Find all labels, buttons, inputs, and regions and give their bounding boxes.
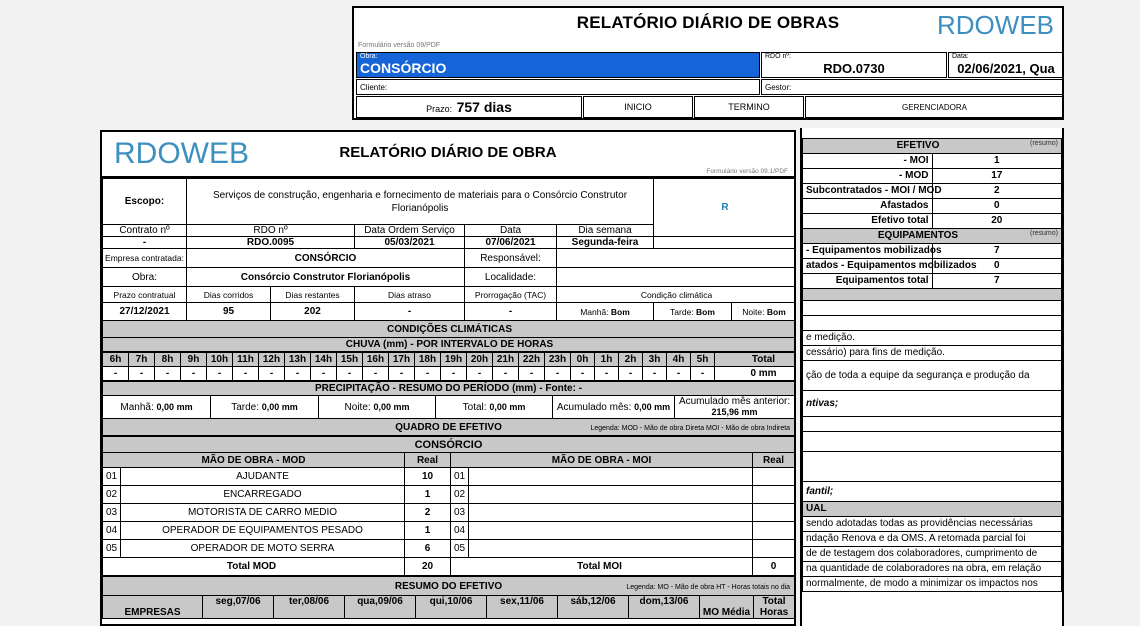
back-doc-rdo-field [761,52,947,78]
dia-semana-value: Segunda-feira [557,237,654,249]
clipped-line [803,416,1062,431]
hour-value: - [155,367,181,381]
table-row [803,243,1062,258]
moi-row-real [753,486,795,504]
resumo-total-horas-label: Total Horas [754,596,795,619]
back-doc-rdo-value: RDO.0730 [823,61,885,76]
obra-value: Consórcio Construtor Florianópolis [187,268,465,287]
back-doc-inicio-field: INICIO [583,96,693,118]
hour-label: 7h [129,353,155,367]
paragraph-line: sendo adotadas todas as providências necessárias [803,516,1062,531]
resumo-day: ter,08/06 [274,596,345,619]
resumo-section-row [103,577,795,596]
resumo-efetivo-title: RESUMO DO EFETIVO [394,580,503,592]
back-doc-data-field [948,52,1064,78]
moi-row-name [469,486,753,504]
moi-row-name [469,522,753,540]
prazo-values-row [103,303,797,321]
main-doc-info-table [102,178,796,352]
responsavel-value [557,249,797,268]
main-rdo-document [100,130,796,626]
precip-acum-ant-value: 215,96 mm [711,407,758,417]
mod-row-real: 1 [405,486,451,504]
right-panel-band-row-2 [803,501,1062,516]
moi-row-name [469,468,753,486]
hour-label: 5h [691,353,715,367]
contrato-label: Contrato nº [103,225,187,237]
resumo-efetivo-body [103,577,795,619]
moi-row-index: 04 [451,522,469,540]
table-row [803,183,1062,198]
condicao-tarde-label: Tarde: [670,306,694,317]
precip-acum-mes-label: Acumulado mês: [556,401,632,413]
hour-label: 13h [285,353,311,367]
condicao-manha-label: Manhã: [580,306,609,317]
table-row [803,213,1062,228]
chuva-subtitle: CHUVA (mm) - POR INTERVALO DE HORAS [103,338,797,352]
efetivo-row-value: 20 [932,213,1062,228]
table-row [803,390,1062,416]
labor-table-body [103,437,795,576]
prazo-contratual-value: 27/12/2021 [103,303,187,321]
table-row [803,168,1062,183]
table-row [803,531,1062,546]
back-doc-header [354,8,1062,49]
dias-restantes-label: Dias restantes [271,287,355,303]
back-doc-termino-field: TERMINO [694,96,804,118]
empresa-value: CONSÓRCIO [187,249,465,268]
mod-row-real: 1 [405,522,451,540]
precip-acum-ant-label: Acumulado mês anterior: [678,396,791,407]
table-row [803,258,1062,273]
back-doc-data-label: Data: [952,53,969,60]
efetivo-row-label: Afastados [803,198,933,213]
equipamentos-header-cell [803,228,1062,243]
efetivo-row-label: Subcontratados - MOI / MOD [803,183,933,198]
right-panel-body [803,128,1062,591]
efetivo-row-value: 0 [932,198,1062,213]
hour-value: - [259,367,285,381]
mod-row-name: ENCARREGADO [121,486,405,504]
hour-label: 14h [311,353,337,367]
back-doc-prazo-value: 757 dias [456,99,512,115]
moi-row-real [753,504,795,522]
hours-header-row [103,353,797,367]
table-row [803,451,1062,481]
efetivo-row-label: - MOD [803,168,933,183]
hours-table [102,352,796,381]
equipamentos-row-value: 7 [932,243,1062,258]
table-row [103,522,795,540]
hour-value: - [667,367,691,381]
prazo-contratual-label: Prazo contratual [103,287,187,303]
hour-value: - [181,367,207,381]
table-row [803,360,1062,390]
hour-value: - [103,367,129,381]
table-row [803,153,1062,168]
main-doc-title: RELATÓRIO DIÁRIO DE OBRA [339,144,557,161]
mod-row-index: 03 [103,504,121,522]
precipitation-body [103,382,795,436]
clipped-line: fantil; [803,481,1062,501]
hour-label: 17h [389,353,415,367]
clipped-line: cessário) para fins de medição. [803,345,1062,360]
precip-tarde [211,396,319,419]
equipamentos-row-value: 0 [932,258,1062,273]
moi-row-real [753,522,795,540]
hour-label: 2h [619,353,643,367]
hour-label: 20h [467,353,493,367]
efetivo-row-label: - MOI [803,153,933,168]
hour-label: 12h [259,353,285,367]
labor-totals-row [103,558,795,576]
efetivo-row-label: Efetivo total [803,213,933,228]
equipamentos-header-row [803,228,1062,243]
hour-label: 4h [667,353,691,367]
total-moi-value: 0 [753,558,795,576]
table-row [803,546,1062,561]
prazo-labels-row [103,287,797,303]
dia-semana-label: Dia semana [557,225,654,237]
clipped-line: ção de toda a equipe da segurança e produção da [803,360,1062,390]
clipped-line [803,315,1062,330]
total-mod-value: 20 [405,558,451,576]
hour-label: 0h [571,353,595,367]
hour-value: - [643,367,667,381]
back-doc-brand-logo: RDOWEB [937,10,1054,40]
resumo-efetivo-header [103,577,795,596]
resumo-day: sex,11/06 [487,596,558,619]
paragraph-line: de de testagem dos colaboradores, cumprimento de [803,546,1062,561]
efetivo-header-note: (resumo) [1029,140,1058,147]
info-table-body [103,179,797,352]
table-row [803,273,1062,288]
escopo-text: Serviços de construção, engenharia e fornecimento de materiais para o Consórcio Construtor Florianópolis [187,179,654,225]
moi-row-index: 05 [451,540,469,558]
resumo-day: sáb,12/06 [558,596,629,619]
precip-noite-value: 0,00 mm [373,401,410,412]
paragraph-line: na quantidade de colaboradores na obra, em relação [803,561,1062,576]
dias-corridos-label: Dias corridos [187,287,271,303]
responsavel-label: Responsável: [465,249,557,268]
moi-header: MÃO DE OBRA - MOI [451,453,753,468]
clipped-line [803,451,1062,481]
equipamentos-row-label: - Equipamentos mobilizados [803,243,933,258]
hour-value: - [595,367,619,381]
back-doc-gerenciadora-field: GERENCIADORA [805,96,1064,118]
back-doc-obra-value: CONSÓRCIO [360,60,447,76]
empresa-label: Empresa contratada: [103,249,187,268]
back-doc-cliente-field: Cliente: [356,79,760,95]
hour-value: - [363,367,389,381]
localidade-label: Localidade: [465,268,557,287]
clipped-line [803,300,1062,315]
efetivo-header-label: EFETIVO [896,140,940,151]
spacer-cell [803,128,1062,138]
resumo-mo-media-label: MO Média [700,596,754,619]
hour-label: 10h [207,353,233,367]
precip-manha-label: Manhã: [120,401,154,413]
moi-row-name [469,504,753,522]
resumo-day: seg,07/06 [203,596,274,619]
hour-value: - [441,367,467,381]
dias-atraso-value: - [355,303,465,321]
empresas-label: EMPRESAS [103,596,203,619]
hour-label: 9h [181,353,207,367]
hour-value: - [519,367,545,381]
quadro-efetivo-header [103,419,795,436]
clipped-line: e medição. [803,330,1062,345]
main-doc-version: Formulário versão 09.1/PDF [706,168,788,175]
hour-label: 19h [441,353,467,367]
consorcio-band: CONSÓRCIO [103,437,795,453]
table-row [803,431,1062,451]
precipitacao-header: PRECIPITAÇÃO - RESUMO DO PERÍODO (mm) - Fonte: - [103,382,795,396]
condicao-noite-label: Noite: [742,306,765,317]
hour-value: - [571,367,595,381]
precip-noite-label: Noite: [344,401,371,413]
mod-row-name: MOTORISTA DE CARRO MEDIO [121,504,405,522]
table-row [103,468,795,486]
hour-value: - [311,367,337,381]
hour-value: - [415,367,441,381]
moi-row-index: 03 [451,504,469,522]
moi-row-index: 02 [451,486,469,504]
efetivo-row-value: 2 [932,183,1062,198]
moi-row-real [753,468,795,486]
consorcio-band-row [103,437,795,453]
back-doc-version: Formulário versão 09/PDF [358,42,441,49]
hour-value: - [389,367,415,381]
resumo-efetivo-legend: Legenda: MO - Mão de obra HT - Horas totais no dia [626,584,791,591]
obra-row [103,268,797,287]
condicao-tarde-value: Bom [696,306,715,317]
hour-value: - [129,367,155,381]
moi-real-header: Real [753,453,795,468]
precip-manha-value: 0,00 mm [156,401,193,412]
hour-label: 16h [363,353,389,367]
precip-tarde-value: 0,00 mm [261,401,298,412]
data-value: 07/06/2021 [465,237,557,249]
back-doc-prazo-field [356,96,582,118]
back-doc-title: RELATÓRIO DIÁRIO DE OBRAS [576,13,840,32]
table-row [803,345,1062,360]
table-row [803,198,1062,213]
table-row [803,416,1062,431]
back-doc-rdo-label: RDO nº: [765,53,791,60]
equipamentos-header-label: EQUIPAMENTOS [877,230,959,241]
hour-value: - [285,367,311,381]
precip-manha [103,396,211,419]
hour-value: - [619,367,643,381]
dias-restantes-value: 202 [271,303,355,321]
back-doc-data-value: 02/06/2021, Qua [957,61,1055,76]
quadro-efetivo-title: QUADRO DE EFETIVO [395,421,502,433]
mod-real-header: Real [405,453,451,468]
right-panel-section-band: UAL [803,501,1062,516]
table-row [103,486,795,504]
precip-acumulado-mes [553,396,675,419]
logo-filler-cell [654,237,797,249]
resumo-days-header-row [103,596,795,619]
main-doc-brand-logo: RDOWEB [114,137,249,170]
hour-label: 18h [415,353,441,367]
dias-atraso-label: Dias atraso [355,287,465,303]
equipamentos-row-label: Equipamentos total [803,273,933,288]
condicao-climatica-label: Condição climática [557,287,797,303]
dias-corridos-value: 95 [187,303,271,321]
obra-label: Obra: [103,268,187,287]
efetivo-header-row [803,138,1062,153]
data-ordem-value: 05/03/2021 [355,237,465,249]
right-panel-table [802,128,1062,592]
precip-acum-mes-value: 0,00 mm [634,401,671,412]
condicao-manha-value: Bom [610,306,630,317]
precip-noite [319,396,436,419]
table-row [803,300,1062,315]
right-panel-band-row [803,288,1062,300]
moi-row-name [469,540,753,558]
precip-acumulado-anterior [675,396,795,419]
table-row [103,504,795,522]
hour-label: 23h [545,353,571,367]
moi-row-real [753,540,795,558]
precip-total-value: 0,00 mm [489,401,526,412]
hour-value: - [207,367,233,381]
hour-value: - [545,367,571,381]
back-document [352,6,1064,120]
equipamentos-row-label: atados - Equipamentos mobilizados [803,258,933,273]
paragraph-line: ndação Renova e da OMS. A retomada parcial foi [803,531,1062,546]
escopo-row [103,179,797,225]
chuva-subtitle-row [103,338,797,352]
equipamentos-row-value: 7 [932,273,1062,288]
mod-row-name: AJUDANTE [121,468,405,486]
hour-label: 15h [337,353,363,367]
rdo-num-label: RDO nº [187,225,355,237]
resumo-day: qua,09/06 [345,596,416,619]
resumo-day: dom,13/06 [629,596,700,619]
right-summary-panel [800,128,1064,626]
precip-total-label: Total: [462,401,487,413]
table-row [103,540,795,558]
hour-label: 11h [233,353,259,367]
data-ordem-label: Data Ordem Serviço [355,225,465,237]
hour-label: 1h [595,353,619,367]
contrato-value: - [103,237,187,249]
hour-label: 21h [493,353,519,367]
hour-value: - [493,367,519,381]
labor-header-row [103,453,795,468]
table-row [803,481,1062,501]
mod-row-real: 6 [405,540,451,558]
rdo-num-value: RDO.0095 [187,237,355,249]
hour-label: 22h [519,353,545,367]
mod-row-name: OPERADOR DE EQUIPAMENTOS PESADO [121,522,405,540]
prorrogacao-label: Prorrogação (TAC) [465,287,557,303]
right-panel-top-spacer-row [803,128,1062,138]
mod-row-index: 02 [103,486,121,504]
hours-values-row [103,367,797,381]
hour-value: - [467,367,493,381]
hour-value: - [691,367,715,381]
prorrogacao-value: - [465,303,557,321]
efetivo-row-value: 17 [932,168,1062,183]
precip-tarde-label: Tarde: [231,401,259,413]
precip-values-row [103,396,795,419]
mod-row-name: OPERADOR DE MOTO SERRA [121,540,405,558]
clipped-line [803,431,1062,451]
hour-value: - [233,367,259,381]
r-logo-icon: R [654,179,797,237]
escopo-label: Escopo: [103,179,187,225]
right-panel-gray-band [803,288,1062,300]
table-row [803,315,1062,330]
main-doc-header [102,132,794,178]
quadro-efetivo-section-row [103,419,795,436]
back-doc-prazo-label: Prazo: [426,104,453,114]
total-moi-label: Total MOI [451,558,753,576]
condicoes-climaticas-header: CONDIÇÕES CLIMÁTICAS [103,321,797,338]
mod-row-real: 2 [405,504,451,522]
condicao-noite-value: Bom [766,306,786,317]
table-row [803,576,1062,591]
mod-header: MÃO DE OBRA - MOD [103,453,405,468]
hour-label: 8h [155,353,181,367]
mod-row-index: 01 [103,468,121,486]
table-row [803,561,1062,576]
table-row [803,330,1062,345]
condicao-manha [557,303,654,321]
hours-table-body [103,353,797,381]
hour-value: - [337,367,363,381]
back-doc-obra-label: Obra: [360,53,378,60]
info-values-row [103,237,797,249]
localidade-value [557,268,797,287]
total-mod-label: Total MOD [103,558,405,576]
quadro-efetivo-legend: Legenda: MOD - Mão de obra Direta MOI - Mão de obra Indireta [590,425,791,432]
resumo-efetivo-table [102,576,795,619]
paragraph-line: normalmente, de modo a minimizar os impactos nos [803,576,1062,591]
back-doc-gestor-field: Gestor: [761,79,1064,95]
precip-total [436,396,553,419]
moi-row-index: 01 [451,468,469,486]
precip-section-row [103,382,795,396]
hours-total-value: 0 mm [715,367,797,381]
table-row [803,516,1062,531]
data-label: Data [465,225,557,237]
hour-label: 3h [643,353,667,367]
labor-table [102,436,795,576]
empresa-row [103,249,797,268]
condicao-noite [732,303,797,321]
equipamentos-header-note: (resumo) [1029,230,1058,237]
mod-row-index: 04 [103,522,121,540]
precipitation-table [102,381,795,436]
clipped-line: ntivas; [803,390,1062,416]
efetivo-header-cell [803,138,1062,153]
condicoes-section-row [103,321,797,338]
hour-label: 6h [103,353,129,367]
mod-row-index: 05 [103,540,121,558]
resumo-day: qui,10/06 [416,596,487,619]
hours-total-label: Total [715,353,797,367]
back-doc-obra-field [356,52,760,78]
efetivo-row-value: 1 [932,153,1062,168]
condicao-tarde [654,303,732,321]
mod-row-real: 10 [405,468,451,486]
